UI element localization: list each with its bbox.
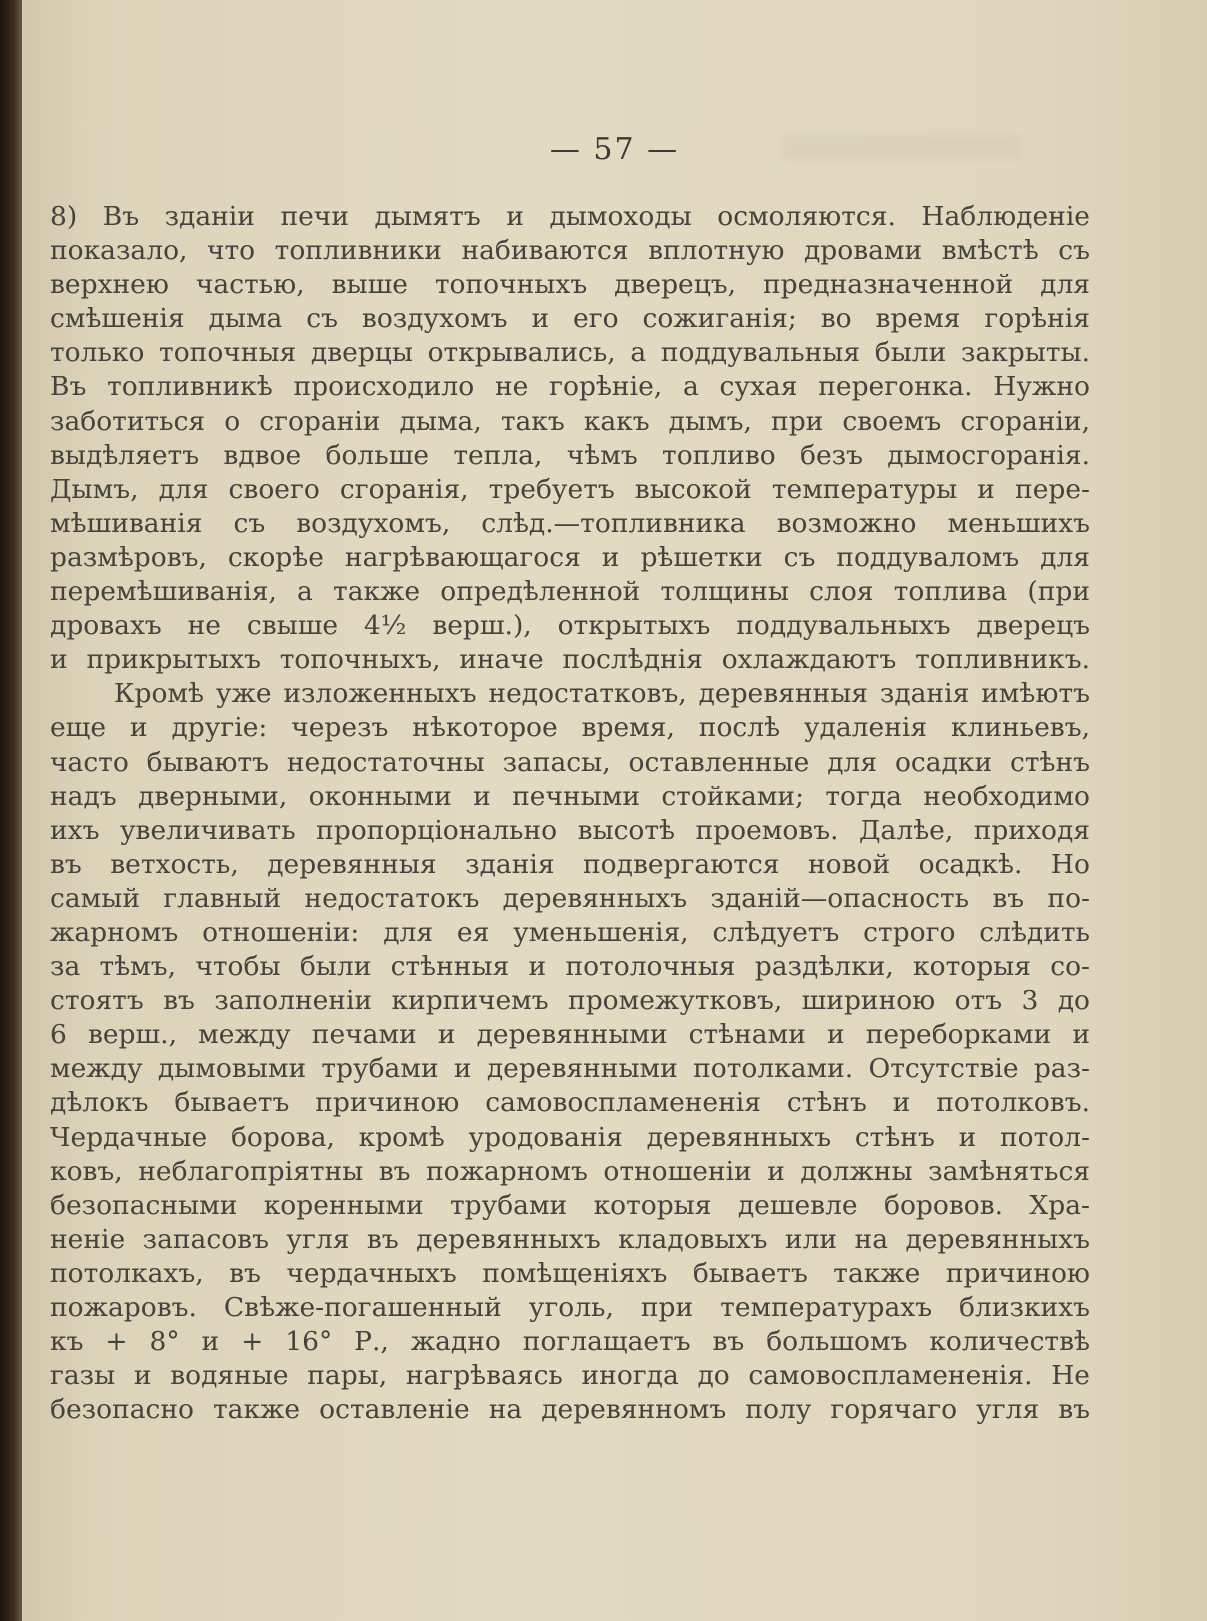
body-text xyxy=(50,200,1090,1427)
text-line: заботиться о сгораніи дыма, такъ какъ дымъ, при своемъ сгораніи, xyxy=(50,405,1090,437)
text-line: смѣшенія дыма съ воздухомъ и его сожиганія; во время горѣнія xyxy=(50,303,1090,335)
text-line: самый главный недостатокъ деревянныхъ зданій—опасность въ по- xyxy=(50,882,1090,914)
book-page xyxy=(22,0,1207,1621)
text-line: 6 верш., между печами и деревянными стѣнами и переборками и xyxy=(50,1019,1090,1051)
text-line: только топочныя дверцы открывались, а поддувальныя были закрыты. xyxy=(50,337,1090,369)
book-spine xyxy=(0,0,22,1621)
text-line: показало, что топливники набиваются вплотную дровами вмѣстѣ съ xyxy=(50,235,1090,267)
text-line: ихъ увеличивать пропорціонально высотѣ проемовъ. Далѣе, приходя xyxy=(50,814,1090,846)
text-line: Чердачные борова, кромѣ уродованія деревянныхъ стѣнъ и потол- xyxy=(50,1121,1090,1153)
text-line: дѣлокъ бываетъ причиною самовоспламененія стѣнъ и потолковъ. xyxy=(50,1087,1090,1119)
text-line: потолкахъ, въ чердачныхъ помѣщеніяхъ бываетъ также причиною xyxy=(50,1257,1090,1289)
text-line: безопасно также оставленіе на деревянномъ полу горячаго угля въ xyxy=(50,1394,1090,1426)
text-line: надъ дверными, оконными и печными стойками; тогда необходимо xyxy=(50,780,1090,812)
text-line: газы и водяные пары, нагрѣваясь иногда до самовоспламененія. Не xyxy=(50,1360,1090,1392)
text-line: 8) Въ зданіи печи дымятъ и дымоходы осмоляются. Наблюденіе xyxy=(50,201,1090,232)
text-line: между дымовыми трубами и деревянными потолками. Отсутствіе раз- xyxy=(50,1053,1090,1085)
text-line: неніе запасовъ угля въ деревянныхъ кладовыхъ или на деревянныхъ xyxy=(50,1223,1090,1255)
text-line: перемѣшиванія, а также опредѣленной толщины слоя топлива (при xyxy=(50,576,1090,608)
text-line: мѣшиванія съ воздухомъ, слѣд.—топливника возможно меньшихъ xyxy=(50,507,1090,539)
text-line: выдѣляетъ вдвое больше тепла, чѣмъ топливо безъ дымосгоранія. xyxy=(50,439,1090,471)
text-line: къ + 8° и + 16° Р., жадно поглащаетъ въ большомъ количествѣ xyxy=(50,1326,1090,1358)
text-line: жарномъ отношеніи: для ея уменьшенія, слѣдуетъ строго слѣдить xyxy=(50,916,1090,948)
text-line: размѣровъ, скорѣе нагрѣвающагося и рѣшетки съ поддуваломъ для xyxy=(50,541,1090,573)
page-number: — 57 — xyxy=(549,132,680,167)
text-line: верхнею частью, выше топочныхъ дверецъ, предназначенной для xyxy=(50,269,1090,301)
text-line: Дымъ, для своего сгоранія, требуетъ высокой температуры и пере- xyxy=(50,473,1090,505)
text-line: стоятъ въ заполненіи кирпичемъ промежутковъ, шириною отъ 3 до xyxy=(50,985,1090,1017)
text-line: пожаровъ. Свѣже-погашенный уголь, при температурахъ близкихъ xyxy=(50,1292,1090,1323)
text-line: Въ топливникѣ происходило не горѣніе, а сухая перегонка. Нужно xyxy=(50,371,1090,403)
text-line: часто бываютъ недостаточны запасы, оставленные для осадки стѣнъ xyxy=(50,746,1090,778)
text-line: и прикрытыхъ топочныхъ, иначе послѣднія охлаждаютъ топливникъ. xyxy=(50,644,1090,676)
text-line: Кромѣ уже изложенныхъ недостатковъ, деревянныя зданія имѣютъ xyxy=(114,678,1090,710)
text-line: дровахъ не свыше 4½ верш.), открытыхъ поддувальныхъ дверецъ xyxy=(50,610,1090,642)
text-line: еще и другіе: черезъ нѣкоторое время, послѣ удаленія клиньевъ, xyxy=(50,712,1090,744)
text-line: ковъ, неблагопріятны въ пожарномъ отношеніи и должны замѣняться xyxy=(50,1155,1090,1187)
text-line: за тѣмъ, чтобы были стѣнныя и потолочныя раздѣлки, которыя со- xyxy=(50,951,1090,983)
text-line: безопасными коренными трубами которыя дешевле боровов. Хра- xyxy=(50,1189,1090,1221)
text-line: въ ветхость, деревянныя зданія подвергаются новой осадкѣ. Но xyxy=(50,848,1090,880)
